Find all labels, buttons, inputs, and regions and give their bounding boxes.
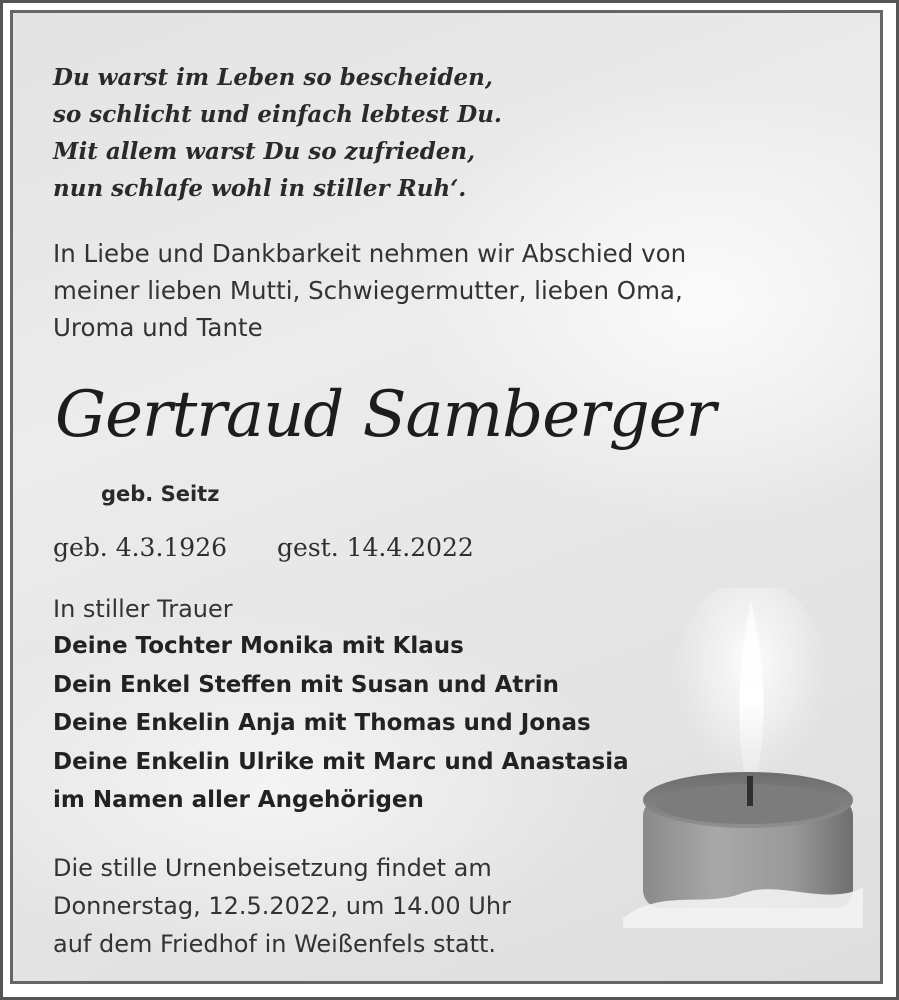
birth-date: geb. 4.3.1926 (53, 533, 228, 562)
obituary-card (10, 10, 883, 984)
candle-icon (623, 588, 863, 928)
mourner-item: Deine Enkelin Ulrike mit Marc und Anastasia (53, 748, 629, 775)
mourners-list (53, 627, 629, 820)
life-dates (53, 531, 474, 565)
verse-line: Du warst im Leben so bescheiden, (53, 64, 493, 91)
deceased-name: Gertraud Samberger (55, 378, 716, 452)
funeral-notice: Die stille Urnenbeisetzung findet am Donnerstag, 12.5.2022, um 14.00 Uhr auf dem Friedhof in Weißenfels statt. (53, 854, 511, 958)
mourner-item: im Namen aller Angehörigen (53, 787, 424, 814)
mourning-intro: In stiller Trauer (53, 595, 233, 623)
mourner-item: Deine Tochter Monika mit Klaus (53, 633, 464, 659)
farewell-intro: In Liebe und Dankbarkeit nehmen wir Abschied von meiner lieben Mutti, Schwiegermutter, lieben Oma, Uroma und Tante (53, 239, 687, 342)
verse-poem (53, 59, 502, 207)
mourner-item: Deine Enkelin Anja mit Thomas und Jonas (53, 710, 591, 737)
verse-line: nun schlafe wohl in stiller Ruh‘. (53, 175, 467, 202)
verse-line: so schlicht und einfach lebtest Du. (53, 101, 502, 128)
verse-line: Mit allem warst Du so zufrieden, (53, 138, 476, 165)
maiden-name: geb. Seitz (101, 482, 220, 506)
death-date: gest. 14.4.2022 (277, 533, 474, 562)
mourner-item: Dein Enkel Steffen mit Susan und Atrin (53, 671, 559, 698)
